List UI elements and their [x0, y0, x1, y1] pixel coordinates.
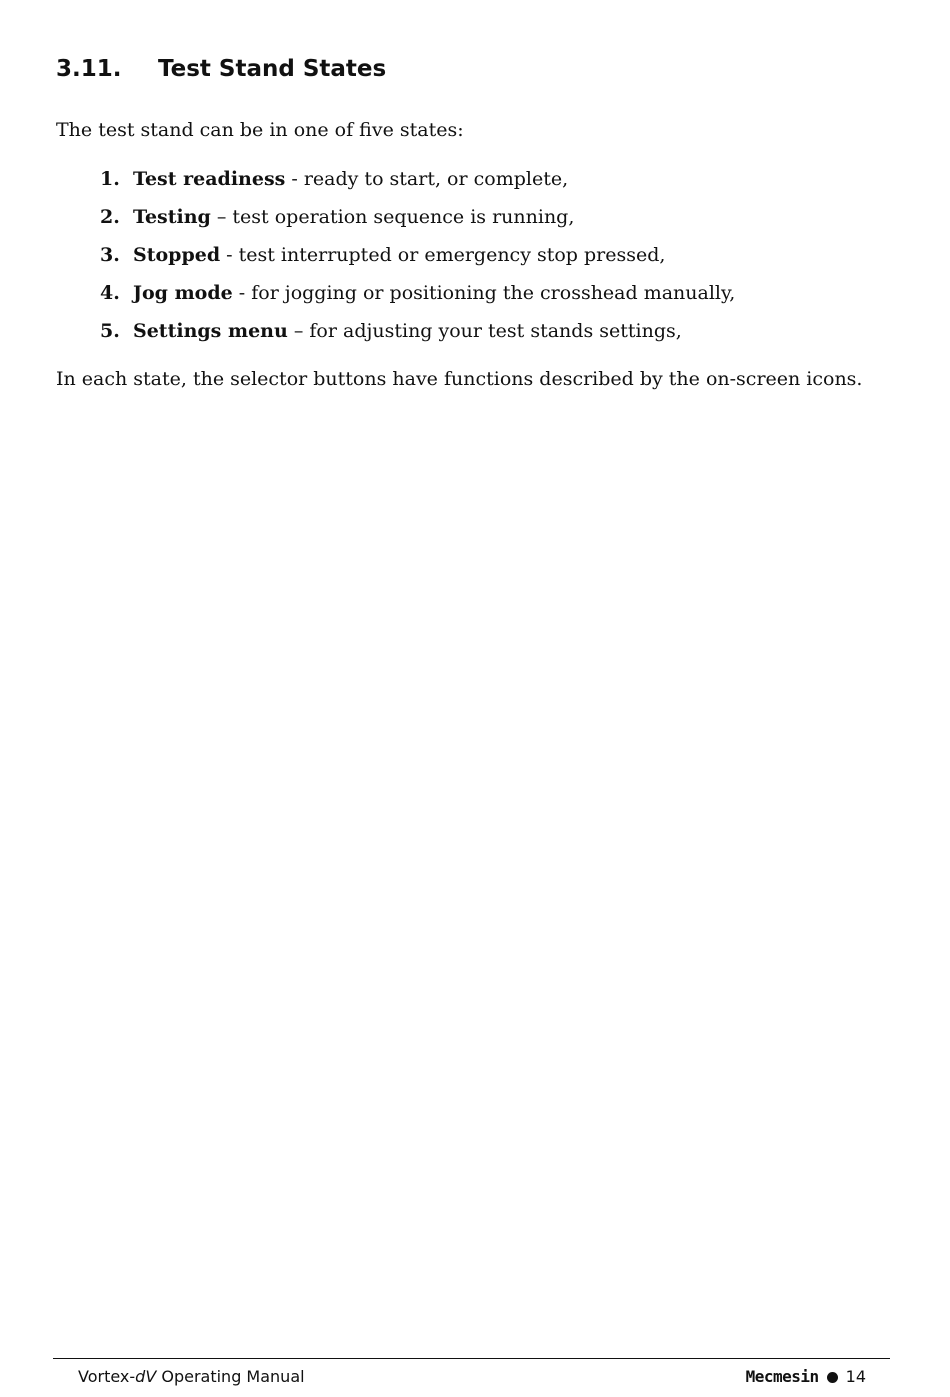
- state-list: [100, 166, 735, 356]
- list-item-number: 1.: [100, 168, 120, 190]
- list-item-term: Jog mode: [133, 282, 233, 304]
- intro-paragraph: The test stand can be in one of five states:: [56, 119, 464, 141]
- footer-manual-title: [78, 1366, 305, 1388]
- list-item-description: - test interrupted or emergency stop pressed,: [220, 244, 666, 266]
- list-item-term: Testing: [133, 206, 211, 228]
- section-title: Test Stand States: [158, 56, 387, 82]
- list-item-description: – for adjusting your test stands settings,: [287, 320, 682, 342]
- list-item-term: Test readiness: [133, 168, 286, 190]
- list-item: [100, 166, 735, 204]
- list-item: [100, 242, 735, 280]
- list-item-number: 3.: [100, 244, 120, 266]
- list-item-number: 5.: [100, 320, 120, 342]
- list-item-term: Stopped: [133, 244, 221, 266]
- list-item-description: - for jogging or positioning the crosshead manually,: [232, 282, 736, 304]
- list-item: [100, 280, 735, 318]
- list-item: [100, 204, 735, 242]
- list-item: [100, 318, 735, 356]
- bullet-icon: [827, 1372, 838, 1383]
- closing-paragraph: In each state, the selector buttons have functions described by the on-screen icons.: [56, 368, 863, 390]
- page-number: 14: [845, 1367, 866, 1386]
- brand-name: Mecmesin: [745, 1367, 819, 1386]
- section-number: 3.11.: [56, 56, 122, 82]
- list-item-number: 4.: [100, 282, 120, 304]
- footer-divider: [53, 1358, 890, 1359]
- footer-page-info: [746, 1366, 866, 1388]
- section-heading: [56, 54, 386, 84]
- manual-title-prefix: Vortex-: [78, 1367, 136, 1386]
- list-item-number: 2.: [100, 206, 120, 228]
- list-item-description: – test operation sequence is running,: [210, 206, 575, 228]
- manual-title-suffix: Operating Manual: [156, 1367, 305, 1386]
- list-item-term: Settings menu: [133, 320, 288, 342]
- list-item-description: - ready to start, or complete,: [285, 168, 569, 190]
- manual-title-model: dV: [135, 1367, 157, 1386]
